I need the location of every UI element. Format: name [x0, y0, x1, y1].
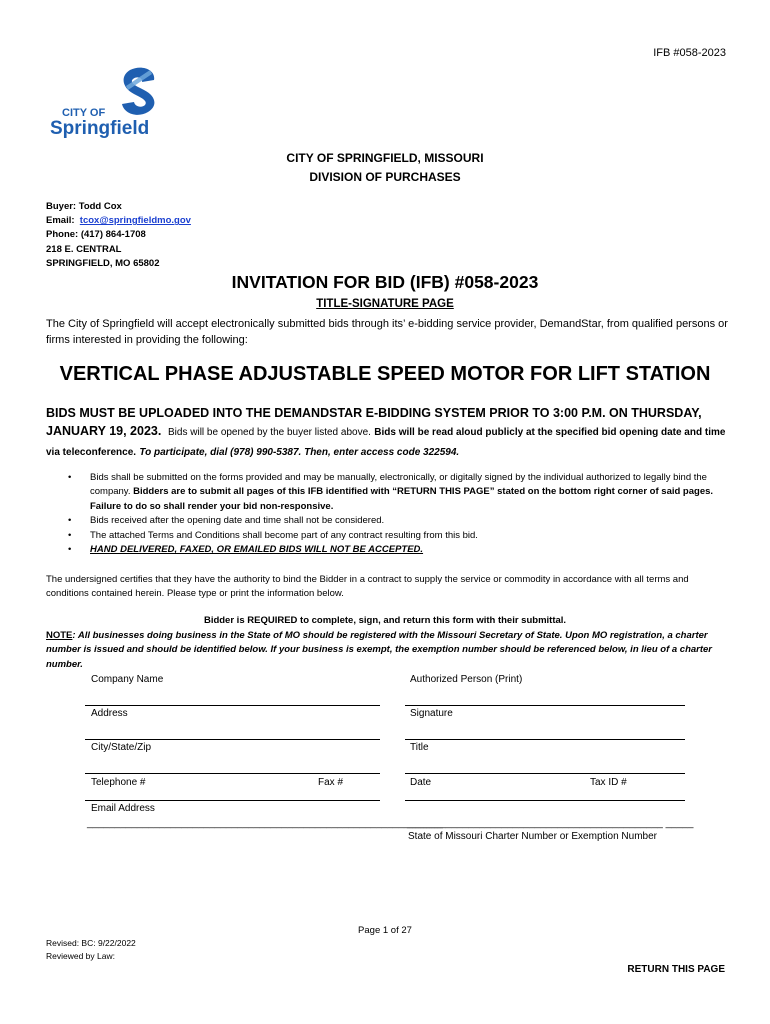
certify-paragraph: The undersigned certifies that they have the authority to bind the Bidder in a contract to supply the service or commodity in accordance with all terms and conditions contained herein. Please type or print the information below.	[46, 574, 689, 600]
email-address-field[interactable]: ________________________________________________________________	[87, 818, 443, 829]
deadline-paragraph	[46, 404, 736, 462]
page-number: Page 1 of 27	[358, 925, 412, 936]
tax-id-label: Tax ID #	[590, 777, 627, 788]
bullet-icon: •	[68, 472, 72, 483]
city-logo	[44, 64, 162, 139]
project-title: VERTICAL PHASE ADJUSTABLE SPEED MOTOR FOR LIFT STATION	[59, 363, 711, 385]
buyer-phone: Phone: (417) 864-1708	[46, 229, 146, 241]
ifb-title: INVITATION FOR BID (IFB) #058-2023	[231, 272, 539, 292]
list-item: • Bids received after the opening date and time shall not be considered.	[46, 514, 726, 528]
address-field[interactable]	[85, 739, 380, 740]
note-paragraph: NOTE: All businesses doing business in the State of MO should be registered with the Missouri Secretary of State. Upon MO registration, a charter number is issued and should be identified below. If your business is exempt, the exemption number should be referenced below, in lieu of a charter number.	[46, 630, 713, 670]
buyer-name: Buyer: Todd Cox	[46, 201, 122, 212]
address-label: Address	[91, 708, 128, 719]
bullet-icon: •	[68, 529, 72, 541]
title-label: Title	[410, 742, 429, 753]
instruction-list	[46, 471, 726, 557]
email-label: Email:	[46, 215, 75, 227]
fax-label: Fax #	[318, 777, 344, 788]
buyer-address-2: SPRINGFIELD, MO 65802	[46, 257, 160, 269]
org-line-1: CITY OF SPRINGFIELD, MISSOURI	[286, 151, 484, 165]
authorized-person-label: Authorized Person (Print)	[410, 674, 523, 685]
list-item: • Bids shall be submitted on the forms provided and may be manually, electronically, or digitally signed by the individual authorized to legally bind the company. Bidders are to submit all pages of this IFB identified with “RETURN THIS PAGE” stated on the bottom right corner of said pages. Failure to do so shall render your bid non-responsive.	[68, 472, 714, 512]
signature-label: Signature	[410, 708, 453, 719]
city-state-zip-field[interactable]	[85, 773, 380, 774]
logo-text-bottom: Springfield	[50, 118, 150, 139]
logo-text-top: CITY OF	[62, 107, 106, 119]
buyer-email-link[interactable]: tcox@springfieldmo.gov	[79, 215, 191, 227]
title-field[interactable]	[405, 773, 685, 774]
authorized-person-field[interactable]	[405, 705, 685, 706]
telephone-label: Telephone #	[91, 777, 146, 788]
buyer-address-1: 218 E. CENTRAL	[46, 243, 122, 255]
buyer-email-row	[46, 214, 191, 228]
company-name-label: Company Name	[91, 674, 164, 685]
bullet-icon: •	[68, 515, 72, 527]
return-this-page: RETURN THIS PAGE	[627, 964, 725, 975]
charter-number-label: State of Missouri Charter Number or Exemption Number	[408, 831, 657, 842]
org-line-2: DIVISION OF PURCHASES	[309, 170, 461, 184]
list-item: • HAND DELIVERED, FAXED, OR EMAILED BIDS WILL NOT BE ACCEPTED.	[46, 543, 726, 557]
deadline-text: BIDS MUST BE UPLOADED INTO THE DEMANDSTAR E-BIDDING SYSTEM PRIOR TO 3:00 P.M. ON THURSDAY, JANUARY 19, 2023.	[46, 406, 702, 438]
date-tax-id-field[interactable]	[405, 800, 685, 801]
charter-number-field[interactable]: ______________________________________________ _____	[407, 818, 694, 829]
buyer-block	[46, 200, 191, 271]
city-state-zip-label: City/State/Zip	[91, 742, 152, 753]
list-item: • The attached Terms and Conditions shall become part of any contract resulting from this bid.	[46, 529, 726, 543]
required-notice: Bidder is REQUIRED to complete, sign, and return this form with their submittal.	[203, 615, 567, 626]
page-subtitle: TITLE-SIGNATURE PAGE	[316, 298, 454, 310]
participate-text: To participate, dial (978) 990-5387. Then, enter access code 322594.	[139, 447, 460, 458]
revised-date: Revised: BC: 9/22/2022	[46, 938, 136, 948]
springfield-s-icon	[44, 64, 162, 139]
date-label: Date	[410, 777, 432, 788]
ifb-number: IFB #058-2023	[653, 47, 726, 59]
revision-block	[46, 937, 136, 962]
intro-paragraph: The City of Springfield will accept electronically submitted bids through its’ e-bidding service provider, DemandStar, from qualified persons or firms interested in providing the following:	[46, 318, 728, 346]
signature-field[interactable]	[405, 739, 685, 740]
opened-text: Bids will be opened by the buyer listed above.	[168, 427, 371, 438]
bullet-icon: •	[68, 544, 72, 556]
read-aloud-text: Bids will be read aloud publicly at the specified bid opening date and time via teleconference.	[46, 427, 726, 458]
email-address-label: Email Address	[91, 803, 155, 814]
telephone-fax-field[interactable]	[85, 800, 380, 801]
reviewed-by: Reviewed by Law:	[46, 950, 115, 961]
note-label: NOTE	[46, 630, 73, 641]
company-name-field[interactable]	[85, 705, 380, 706]
